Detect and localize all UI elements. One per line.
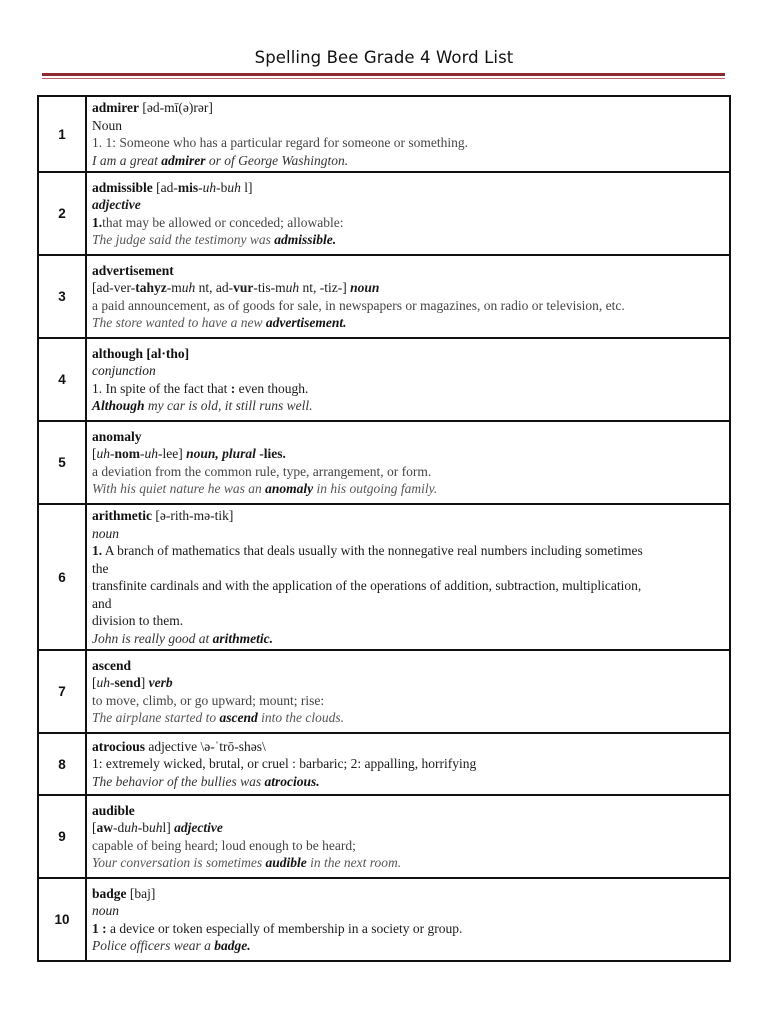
pronunciation-line: [92, 674, 729, 692]
part-of-speech: adjective: [174, 820, 223, 835]
pronunciation-line: [92, 445, 729, 463]
pronunciation: [153, 180, 253, 195]
pron-stress: tahyz: [135, 280, 167, 295]
pron-stress: aw: [96, 820, 113, 835]
headword: although [al·tho]: [92, 345, 190, 361]
example-text: Your conversation is sometimes: [92, 855, 266, 870]
entry-number: 7: [38, 650, 86, 733]
entry-cell: [86, 795, 730, 878]
example-sentence: [92, 480, 729, 498]
example-text: my car is old, it still runs well.: [144, 398, 313, 413]
example-text: The store wanted to have a new: [92, 315, 266, 330]
example-sentence: [92, 397, 729, 415]
pron-part: nt, -tiz-]: [299, 280, 351, 295]
headword-line: [92, 99, 729, 117]
entry-cell: [86, 878, 730, 961]
title-rule-thin: [42, 78, 725, 79]
example-text: John is really good at: [92, 630, 213, 646]
pronunciation: [əd-mī(ə)rər]: [139, 100, 213, 115]
part-of-speech: conjunction: [92, 363, 156, 378]
definition: division to them.: [92, 613, 184, 628]
headword-line: [92, 179, 729, 197]
entry-cell: [86, 255, 730, 338]
pron-stress: nom: [114, 446, 141, 461]
headword: arithmetic: [92, 508, 152, 523]
entry-cell: [86, 172, 730, 255]
example-word: arithmetic.: [212, 630, 273, 646]
definition-number: 1.: [92, 543, 103, 558]
pron-stress: send: [114, 675, 141, 690]
part-of-speech: noun: [350, 280, 380, 295]
example-word: anomaly: [265, 481, 314, 496]
table-row: [38, 96, 730, 172]
headword-line: [92, 885, 729, 903]
pron-part: -b: [137, 820, 149, 835]
definition: 1: extremely wicked, brutal, or cruel : barbaric; 2: appalling, horrifying: [92, 756, 477, 772]
table-row: [38, 255, 730, 338]
headword: ascend: [92, 657, 132, 673]
example-word: ascend: [219, 710, 258, 725]
definition: [92, 214, 729, 232]
pron-part: l]: [240, 179, 253, 195]
part-of-speech: verb: [148, 675, 173, 690]
definition-text: A branch of mathematics that deals usually with the nonnegative real numbers including sometimes: [102, 543, 643, 558]
definition: the: [92, 560, 109, 576]
example-sentence: [92, 773, 729, 791]
pron-schwa: uh: [96, 675, 110, 690]
definition: [92, 380, 729, 398]
part-of-speech: Noun: [92, 117, 122, 133]
definition: to move, climb, or go upward; mount; rise:: [92, 692, 325, 708]
pron-schwa: uh: [124, 820, 138, 835]
definition-text: 1. In spite of the fact that: [92, 380, 231, 396]
pron-part: -: [110, 446, 115, 461]
table-row: [38, 795, 730, 878]
example-sentence: [92, 630, 729, 648]
example-sentence: [92, 152, 729, 170]
pron-part: -m: [166, 280, 182, 295]
part-of-speech: adjective: [92, 197, 141, 212]
entry-number: 6: [38, 504, 86, 650]
pron-schwa: uh: [285, 280, 300, 295]
headword: advertisement: [92, 262, 174, 278]
entry-cell: [86, 338, 730, 421]
example-text: The behavior of the bullies was: [92, 773, 265, 789]
headword: admirer: [92, 100, 139, 115]
pron-part: l]: [162, 820, 175, 835]
pron-schwa: uh: [181, 280, 196, 295]
example-sentence: [92, 709, 729, 727]
table-row: [38, 733, 730, 795]
entry-number: 2: [38, 172, 86, 255]
example-text: Police officers wear a: [92, 938, 215, 953]
part-of-speech: noun, plural: [186, 446, 256, 461]
example-text: or of George Washington.: [205, 152, 349, 168]
headword: admissible: [92, 179, 153, 195]
pron-part: ]: [140, 675, 149, 690]
pron-stress: vur: [233, 280, 254, 295]
pronunciation-line: [92, 819, 729, 837]
definition: transfinite cardinals and with the application of the operations of addition, subtraction, multiplication,: [92, 578, 642, 593]
table-row: [38, 338, 730, 421]
definition: and: [92, 595, 112, 611]
example-word: audible: [265, 855, 307, 870]
definition: [92, 920, 729, 938]
entry-number: 10: [38, 878, 86, 961]
definition: [92, 542, 729, 560]
pron-stress: mis: [177, 179, 199, 195]
entry-cell: [86, 650, 730, 733]
entry-cell: [86, 504, 730, 650]
page-title: Spelling Bee Grade 4 Word List: [254, 48, 514, 67]
example-sentence: [92, 937, 729, 955]
pron-part: [: [92, 675, 97, 690]
example-text: in his outgoing family.: [313, 481, 438, 496]
pron-schwa: uh: [202, 179, 217, 195]
example-sentence: [92, 854, 729, 872]
headword-line: [92, 507, 729, 525]
entry-number: 8: [38, 733, 86, 795]
example-word: atrocious.: [264, 773, 320, 789]
entry-cell: [86, 96, 730, 172]
table-row: [38, 421, 730, 504]
pron-part: nt, ad-: [195, 280, 234, 295]
definition-number: 1 :: [92, 920, 107, 936]
headword: badge: [92, 885, 127, 901]
pron-part: -lee]: [158, 446, 187, 461]
word-list-table: [37, 95, 731, 962]
table-row: [38, 504, 730, 650]
headword: anomaly: [92, 428, 142, 444]
example-word: admissible.: [274, 232, 337, 247]
pron-schwa: uh: [144, 446, 159, 461]
title-rule: [42, 73, 725, 76]
entry-number: 9: [38, 795, 86, 878]
pron-schwa: uh: [149, 820, 163, 835]
entry-number: 1: [38, 96, 86, 172]
example-text: The judge said the testimony was: [92, 232, 275, 247]
pronunciation: [ə-rith-mə-tik]: [151, 508, 234, 523]
definition-text: a device or token especially of membership in a society or group.: [106, 920, 463, 936]
pron-part: -b: [216, 179, 228, 195]
pron-schwa: uh: [227, 179, 241, 195]
example-text: in the next room.: [306, 855, 402, 870]
example-word: admirer: [161, 152, 206, 168]
pron-part: [ad-: [152, 179, 178, 195]
headword: audible: [92, 802, 135, 818]
definition-colon: :: [230, 380, 236, 396]
definition: capable of being heard; loud enough to be heard;: [92, 837, 356, 853]
pronunciation: adjective \ə-ˈtrō-shəs\: [145, 738, 266, 754]
example-sentence: [92, 231, 729, 249]
pron-part: -d: [113, 820, 125, 835]
table-row: [38, 650, 730, 733]
example-sentence: [92, 314, 729, 332]
example-word: Although: [92, 398, 145, 413]
headword: atrocious: [92, 738, 145, 754]
example-word: badge.: [214, 938, 251, 953]
table-row: [38, 172, 730, 255]
pron-part: -tis-m: [253, 280, 286, 295]
definition: a deviation from the common rule, type, arrangement, or form.: [92, 463, 432, 479]
table-row: [38, 878, 730, 961]
example-text: I am a great: [92, 152, 162, 168]
part-of-speech: noun: [92, 525, 119, 541]
definition-text: that may be allowed or conceded; allowable:: [102, 214, 344, 230]
pron-part: [ad-ver-: [92, 280, 136, 295]
pron-part: -: [198, 179, 203, 195]
pron-part: [: [92, 446, 97, 461]
pronunciation: [baj]: [126, 885, 156, 901]
plural-form: -lies.: [255, 446, 286, 461]
pronunciation-line: [92, 279, 729, 297]
definition: 1. 1: Someone who has a particular regard for someone or something.: [92, 135, 469, 150]
entry-number: 4: [38, 338, 86, 421]
pron-schwa: uh: [96, 446, 110, 461]
definition-text: even though.: [235, 380, 309, 396]
definition: a paid announcement, as of goods for sale, in newspapers or magazines, on radio or television, etc.: [92, 297, 625, 313]
part-of-speech: noun: [92, 903, 119, 918]
example-text: into the clouds.: [257, 710, 344, 725]
example-text: The airplane started to: [92, 710, 220, 725]
example-text: With his quiet nature he was an: [92, 481, 266, 496]
entry-cell: [86, 733, 730, 795]
pron-part: -: [140, 446, 145, 461]
pron-part: -: [110, 675, 115, 690]
pron-part: [: [92, 820, 97, 835]
example-word: advertisement.: [265, 315, 347, 330]
headword-line: [92, 738, 729, 756]
definition-number: 1.: [92, 214, 103, 230]
entry-number: 5: [38, 421, 86, 504]
entry-number: 3: [38, 255, 86, 338]
entry-cell: [86, 421, 730, 504]
